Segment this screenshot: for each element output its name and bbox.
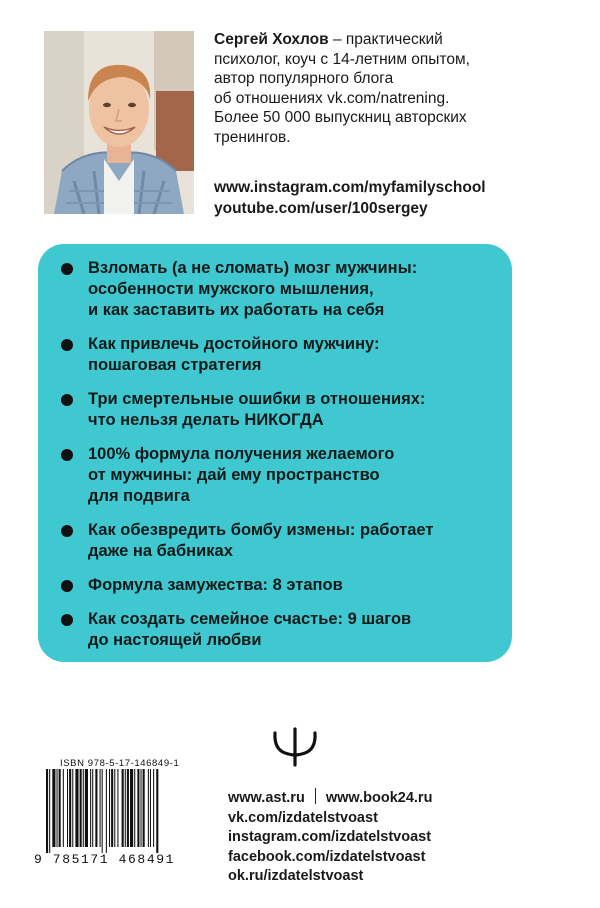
- barcode-bars: [34, 769, 198, 853]
- barcode-bar: [100, 769, 101, 847]
- barcode-bar: [114, 769, 115, 847]
- barcode-bar: [75, 769, 78, 847]
- bullet-icon: [61, 580, 73, 592]
- barcode-bar: [67, 769, 68, 847]
- bio-line: об отношениях vk.com/natrening.: [214, 89, 450, 107]
- barcode-bar: [130, 769, 133, 847]
- book24-site-link[interactable]: www.book24.ru: [325, 790, 433, 806]
- barcode-bar: [134, 769, 135, 847]
- barcode-bar: [150, 769, 151, 847]
- feature-text: от мужчины: дай ему пространство: [88, 466, 380, 484]
- feature-item: [38, 575, 512, 596]
- barcode-bar: [52, 769, 55, 847]
- feature-item: [38, 258, 512, 321]
- feature-text: 100% формула получения желаемого: [88, 445, 395, 463]
- feature-item: [38, 609, 512, 651]
- bullet-icon: [61, 525, 73, 537]
- feature-text: пошаговая стратегия: [88, 356, 262, 374]
- bio-line: автор популярного блога: [214, 70, 394, 87]
- feature-item: [38, 520, 512, 562]
- feature-text: Как создать семейное счастье: 9 шагов: [88, 610, 412, 628]
- barcode-bar: [72, 769, 73, 847]
- youtube-link[interactable]: youtube.com/user/100sergey: [214, 200, 428, 217]
- feature-text: и как заставить их работать на себя: [88, 301, 385, 319]
- author-name: Сергей Хохлов: [214, 31, 329, 48]
- barcode-bar: [117, 769, 118, 847]
- facebook-link[interactable]: facebook.com/izdatelstvoast: [228, 848, 426, 865]
- barcode-bar: [125, 769, 126, 847]
- barcode-bar: [109, 769, 110, 847]
- barcode-bar: [85, 769, 88, 847]
- publisher-links: [228, 788, 432, 887]
- feature-text: даже на бабниках: [88, 542, 233, 560]
- author-bio: [214, 30, 574, 147]
- bio-line: тренингов.: [214, 128, 291, 146]
- barcode-bar: [106, 769, 107, 853]
- barcode-bar: [143, 769, 145, 847]
- barcode-bar: [90, 769, 91, 847]
- bullet-icon: [61, 614, 73, 626]
- barcode-bar: [49, 769, 50, 853]
- instagram-link[interactable]: www.instagram.com/myfamilyschool: [214, 179, 486, 196]
- feature-text: Как привлечь достойного мужчину:: [88, 335, 380, 353]
- feature-text: особенности мужского мышления,: [88, 280, 374, 298]
- bullet-icon: [61, 263, 73, 275]
- feature-item: [38, 444, 512, 507]
- barcode-bar: [46, 769, 48, 853]
- barcode-bar: [57, 769, 58, 847]
- feature-text: Формула замужества: 8 этапов: [88, 576, 343, 594]
- bio-line: психолог, коуч с 14-летним опытом,: [214, 50, 470, 68]
- feature-text: Взломать (а не сломать) мозг мужчины:: [88, 259, 418, 277]
- barcode-bar: [137, 769, 139, 847]
- feature-text: что нельзя делать НИКОГДА: [88, 411, 324, 429]
- feature-text: до настоящей любви: [88, 631, 262, 649]
- barcode-bar: [102, 769, 103, 853]
- bullet-icon: [61, 339, 73, 351]
- author-links: [214, 177, 486, 219]
- feature-item: [38, 389, 512, 431]
- bio-line: Сергей Хохлов – практический: [214, 31, 443, 48]
- publisher-logo-icon: [271, 727, 319, 767]
- bullet-icon: [61, 449, 73, 461]
- bullet-icon: [61, 394, 73, 406]
- feature-text: для подвига: [88, 487, 190, 505]
- barcode-digits: 9 785171 468491: [34, 852, 176, 867]
- barcode-bar: [95, 769, 97, 847]
- barcode-bar: [122, 769, 124, 847]
- barcode: [34, 758, 198, 870]
- barcode-bar: [153, 769, 154, 847]
- feature-text: Как обезвредить бомбу измены: работает: [88, 521, 434, 539]
- feature-item: [38, 334, 512, 376]
- separator: [315, 788, 316, 804]
- vk-link[interactable]: vk.com/izdatelstvoast: [228, 809, 378, 826]
- author-photo: [44, 31, 194, 214]
- ok-link[interactable]: ok.ru/izdatelstvoast: [228, 868, 364, 884]
- barcode-bar: [156, 769, 158, 853]
- barcode-bar: [148, 769, 149, 847]
- barcode-bar: [63, 769, 64, 847]
- barcode-bar: [92, 769, 93, 847]
- features-list: [38, 258, 512, 664]
- barcode-bar: [80, 769, 82, 847]
- barcode-bar: [127, 769, 129, 847]
- barcode-bar: [59, 769, 61, 847]
- barcode-bar: [141, 769, 142, 847]
- barcode-bar: [69, 769, 71, 847]
- features-panel: [38, 244, 512, 662]
- barcode-bar: [83, 769, 84, 847]
- bio-line: Более 50 000 выпускниц авторских: [214, 109, 467, 126]
- instagram-publisher-link[interactable]: instagram.com/izdatelstvoast: [228, 829, 432, 845]
- feature-text: Три смертельные ошибки в отношениях:: [88, 390, 426, 408]
- barcode-bar: [111, 769, 113, 847]
- ast-site-link[interactable]: www.ast.ru: [228, 790, 305, 806]
- isbn-label: ISBN 978-5-17-146849-1: [60, 758, 180, 769]
